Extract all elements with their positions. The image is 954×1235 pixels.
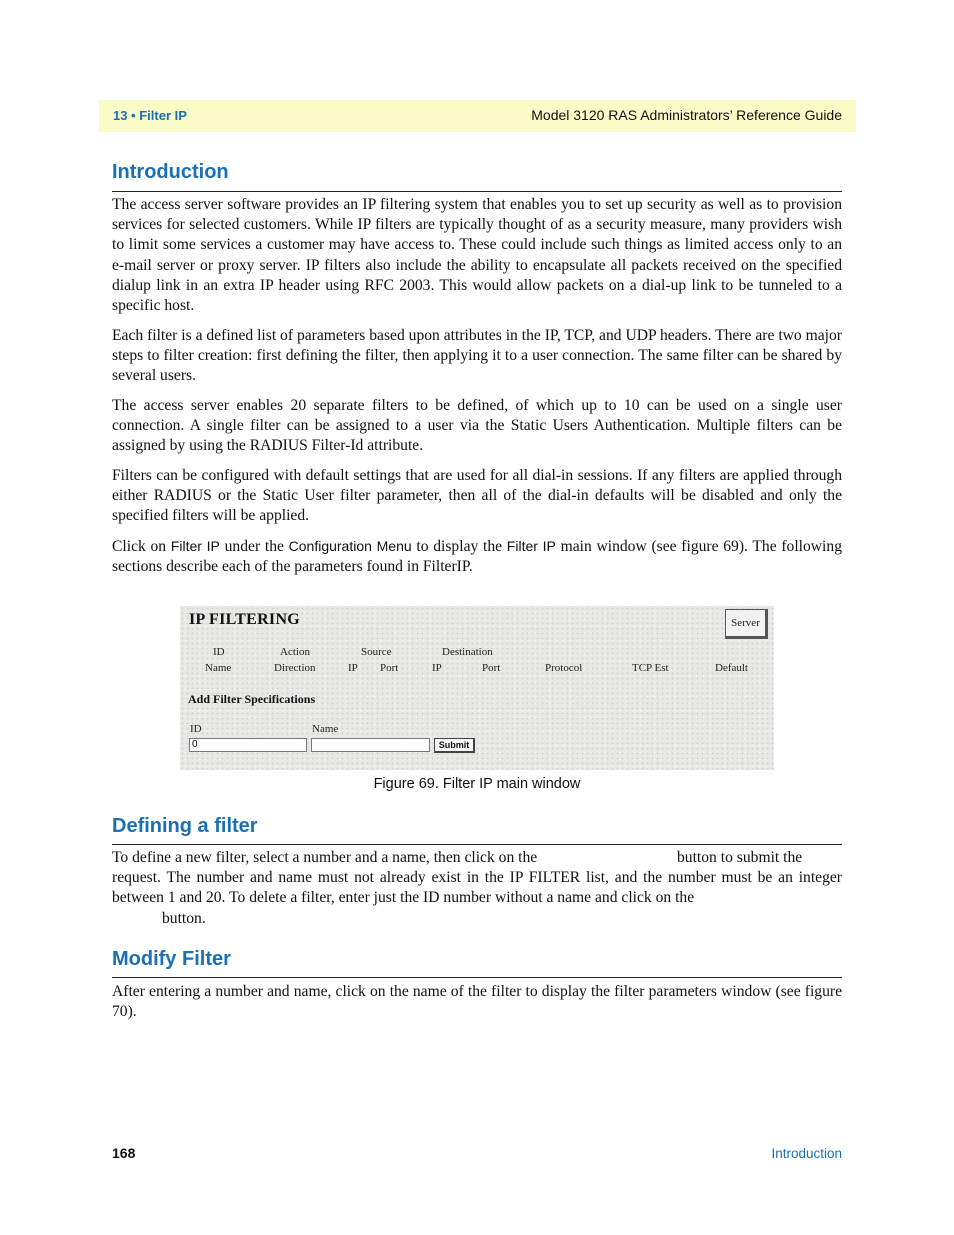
guide-title: Model 3120 RAS Administrators’ Reference Guide xyxy=(531,107,842,123)
running-header xyxy=(99,100,856,132)
col-tcp-est: TCP Est xyxy=(632,662,669,674)
page-number: 168 xyxy=(112,1145,136,1161)
submit-button[interactable]: Submit xyxy=(434,738,475,753)
col-dest-port: Port xyxy=(482,662,501,674)
col-action: Action xyxy=(280,646,310,658)
col-source-ip: IP xyxy=(348,662,358,674)
col-name: Name xyxy=(205,662,232,674)
heading-rule xyxy=(112,844,842,845)
heading-defining-a-filter: Defining a filter xyxy=(112,815,258,837)
figure-title: IP FILTERING xyxy=(189,611,301,628)
intro-paragraph-2: Each filter is a defined list of parameters based upon attributes in the IP, TCP, and UDP headers. There are two major steps to filter creation: first defining the filter, then applying it to a user connection. The same filter can be shared by several users. xyxy=(112,327,842,385)
ui-ref-filter-ip: Filter IP xyxy=(170,538,220,554)
intro-paragraph-5: Click on Filter IP under the Configuration Menu to display the Filter IP main window (see figure 69). The following sections describe each of the parameters found in FilterIP. xyxy=(112,538,842,576)
col-source: Source xyxy=(361,646,392,658)
footer-section-label: Introduction xyxy=(771,1146,842,1161)
name-input[interactable] xyxy=(311,738,430,752)
col-direction: Direction xyxy=(274,662,316,674)
add-filter-heading: Add Filter Specifications xyxy=(188,692,316,706)
col-protocol: Protocol xyxy=(545,662,583,674)
heading-modify-filter: Modify Filter xyxy=(112,948,231,970)
col-id: ID xyxy=(213,646,225,658)
field-name-label: Name xyxy=(312,723,339,735)
chapter-label: 13 • Filter IP xyxy=(113,108,187,123)
intro-paragraph-1: The access server software provides an IP filtering system that enables you to set up security as well as to provision services for selected customers. While IP filters are typically thought of as a security measure, many providers wish to limit some services a customer may have access to. These could include such things as limited access only to an e-mail server or proxy server. IP filters also include the ability to encapsulate all packets received on the specified dialup link in an extra IP header using RFC 2003. This would allow packets on a dial-up link to be tunneled to a specific host. xyxy=(112,196,842,315)
col-destination: Destination xyxy=(442,646,493,658)
field-id-label: ID xyxy=(190,723,202,735)
ui-ref-configuration-menu: Configuration Menu xyxy=(288,538,412,554)
heading-rule xyxy=(112,191,842,192)
filter-ip-screenshot xyxy=(180,606,774,770)
intro-paragraph-4: Filters can be configured with default settings that are used for all dial-in sessions. If any filters are applied through either RADIUS or the Static User filter parameter, then all of the dial-in defaults will be disabled and only the specified filters will be applied. xyxy=(112,467,842,525)
modify-paragraph: After entering a number and name, click on the name of the filter to display the filter parameters window (see figure 70). xyxy=(112,983,842,1021)
col-default: Default xyxy=(715,662,748,674)
col-source-port: Port xyxy=(380,662,399,674)
ui-ref-filter-ip-2: Filter IP xyxy=(506,538,556,554)
defining-paragraph: To define a new filter, select a number and a name, then click on the button to submit the request. The number and name must not already exist in the IP FILTER list, and the number must be an integer between 1 and 20. To delete a filter, enter just the ID number without a name and click on the button. xyxy=(112,849,842,927)
figure-caption: Figure 69. Filter IP main window xyxy=(373,776,581,792)
intro-paragraph-3: The access server enables 20 separate filters to be defined, of which up to 10 can be used on a single user connection. A single filter can be assigned to a user via the Static Users Authentication. Multiple filters can be assigned by using the RADIUS Filter-Id attribute. xyxy=(112,397,842,455)
col-dest-ip: IP xyxy=(432,662,442,674)
server-button[interactable]: Server xyxy=(725,609,768,639)
id-input[interactable]: 0 xyxy=(189,738,307,752)
heading-rule xyxy=(112,977,842,978)
heading-introduction: Introduction xyxy=(112,161,229,183)
